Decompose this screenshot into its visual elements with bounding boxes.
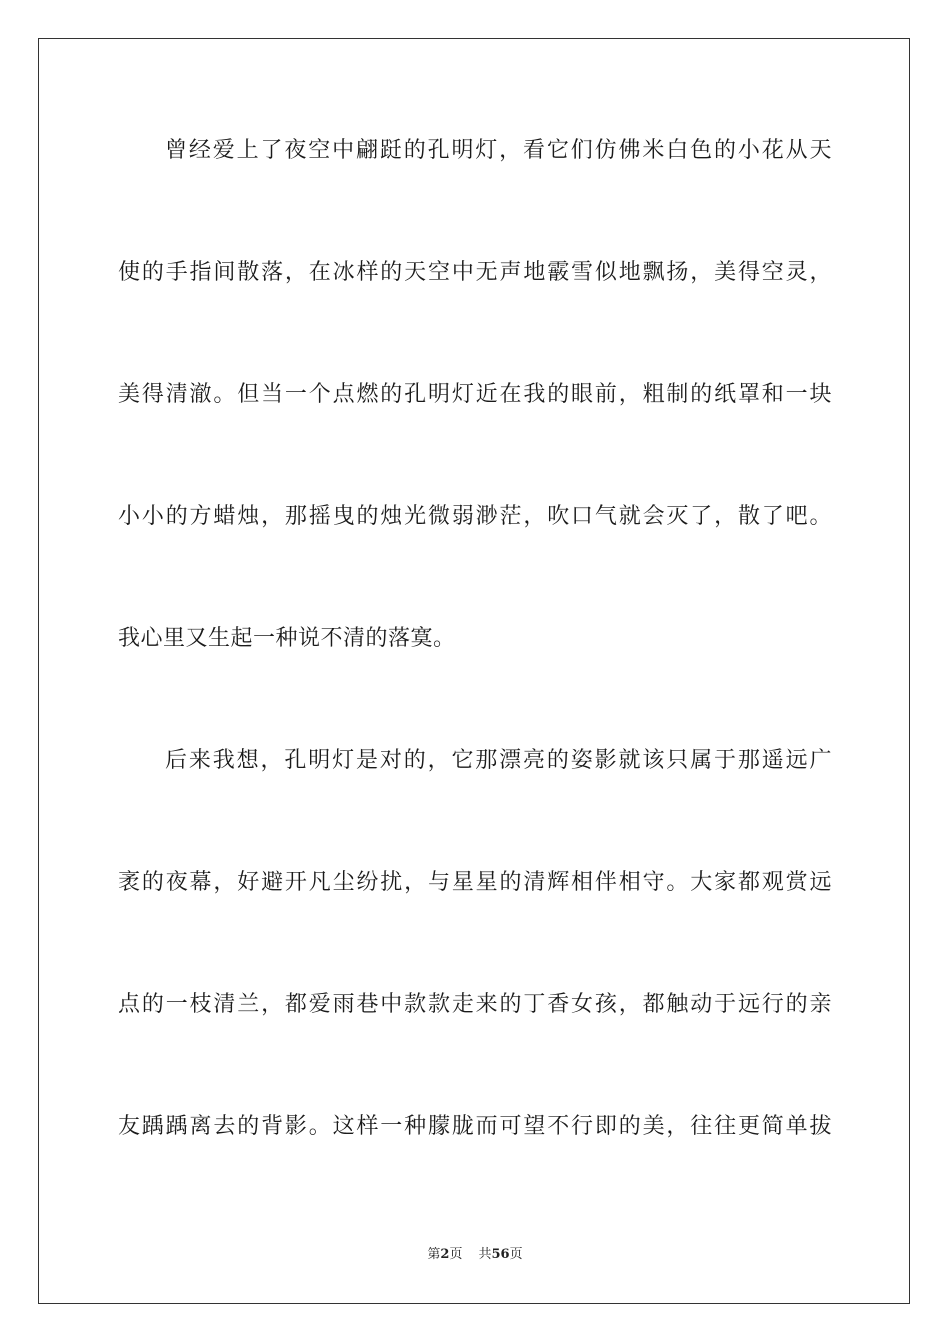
paragraph-1-line-1: 曾经爱上了夜空中翩跹的孔明灯，看它们仿佛米白色的小花从天: [165, 138, 832, 163]
paragraph-1-line-4: 小小的方蜡烛，那摇曳的烛光微弱渺茫，吹口气就会灭了，散了吧。: [118, 504, 832, 529]
paragraph-2-line-3: 点的一枝清兰，都爱雨巷中款款走来的丁香女孩，都触动于远行的亲: [118, 992, 832, 1017]
paragraph-2-line-4: 友踽踽离去的背影。这样一种朦胧而可望不行即的美，往往更简单拔: [118, 1114, 832, 1139]
paragraph-2-line-1: 后来我想，孔明灯是对的，它那漂亮的姿影就该只属于那遥远广: [165, 748, 832, 773]
page-footer: [0, 1246, 950, 1264]
paragraph-1-line-2: 使的手指间散落，在冰样的天空中无声地霰雪似地飘扬，美得空灵，: [118, 260, 832, 285]
page-suffix: 页: [449, 1247, 463, 1262]
total-prefix: 共: [478, 1247, 492, 1262]
paragraph-1-line-5: 我心里又生起一种说不清的落寞。: [118, 626, 456, 651]
paragraph-1-line-3: 美得清澈。但当一个点燃的孔明灯近在我的眼前，粗制的纸罩和一块: [118, 382, 832, 407]
page-prefix: 第: [427, 1247, 441, 1262]
paragraph-2-line-2: 袤的夜幕，好避开凡尘纷扰，与星星的清辉相伴相守。大家都观赏远: [118, 870, 832, 895]
total-pages: 56: [491, 1247, 510, 1262]
total-suffix: 页: [509, 1247, 523, 1262]
page-number: 2: [440, 1247, 450, 1262]
